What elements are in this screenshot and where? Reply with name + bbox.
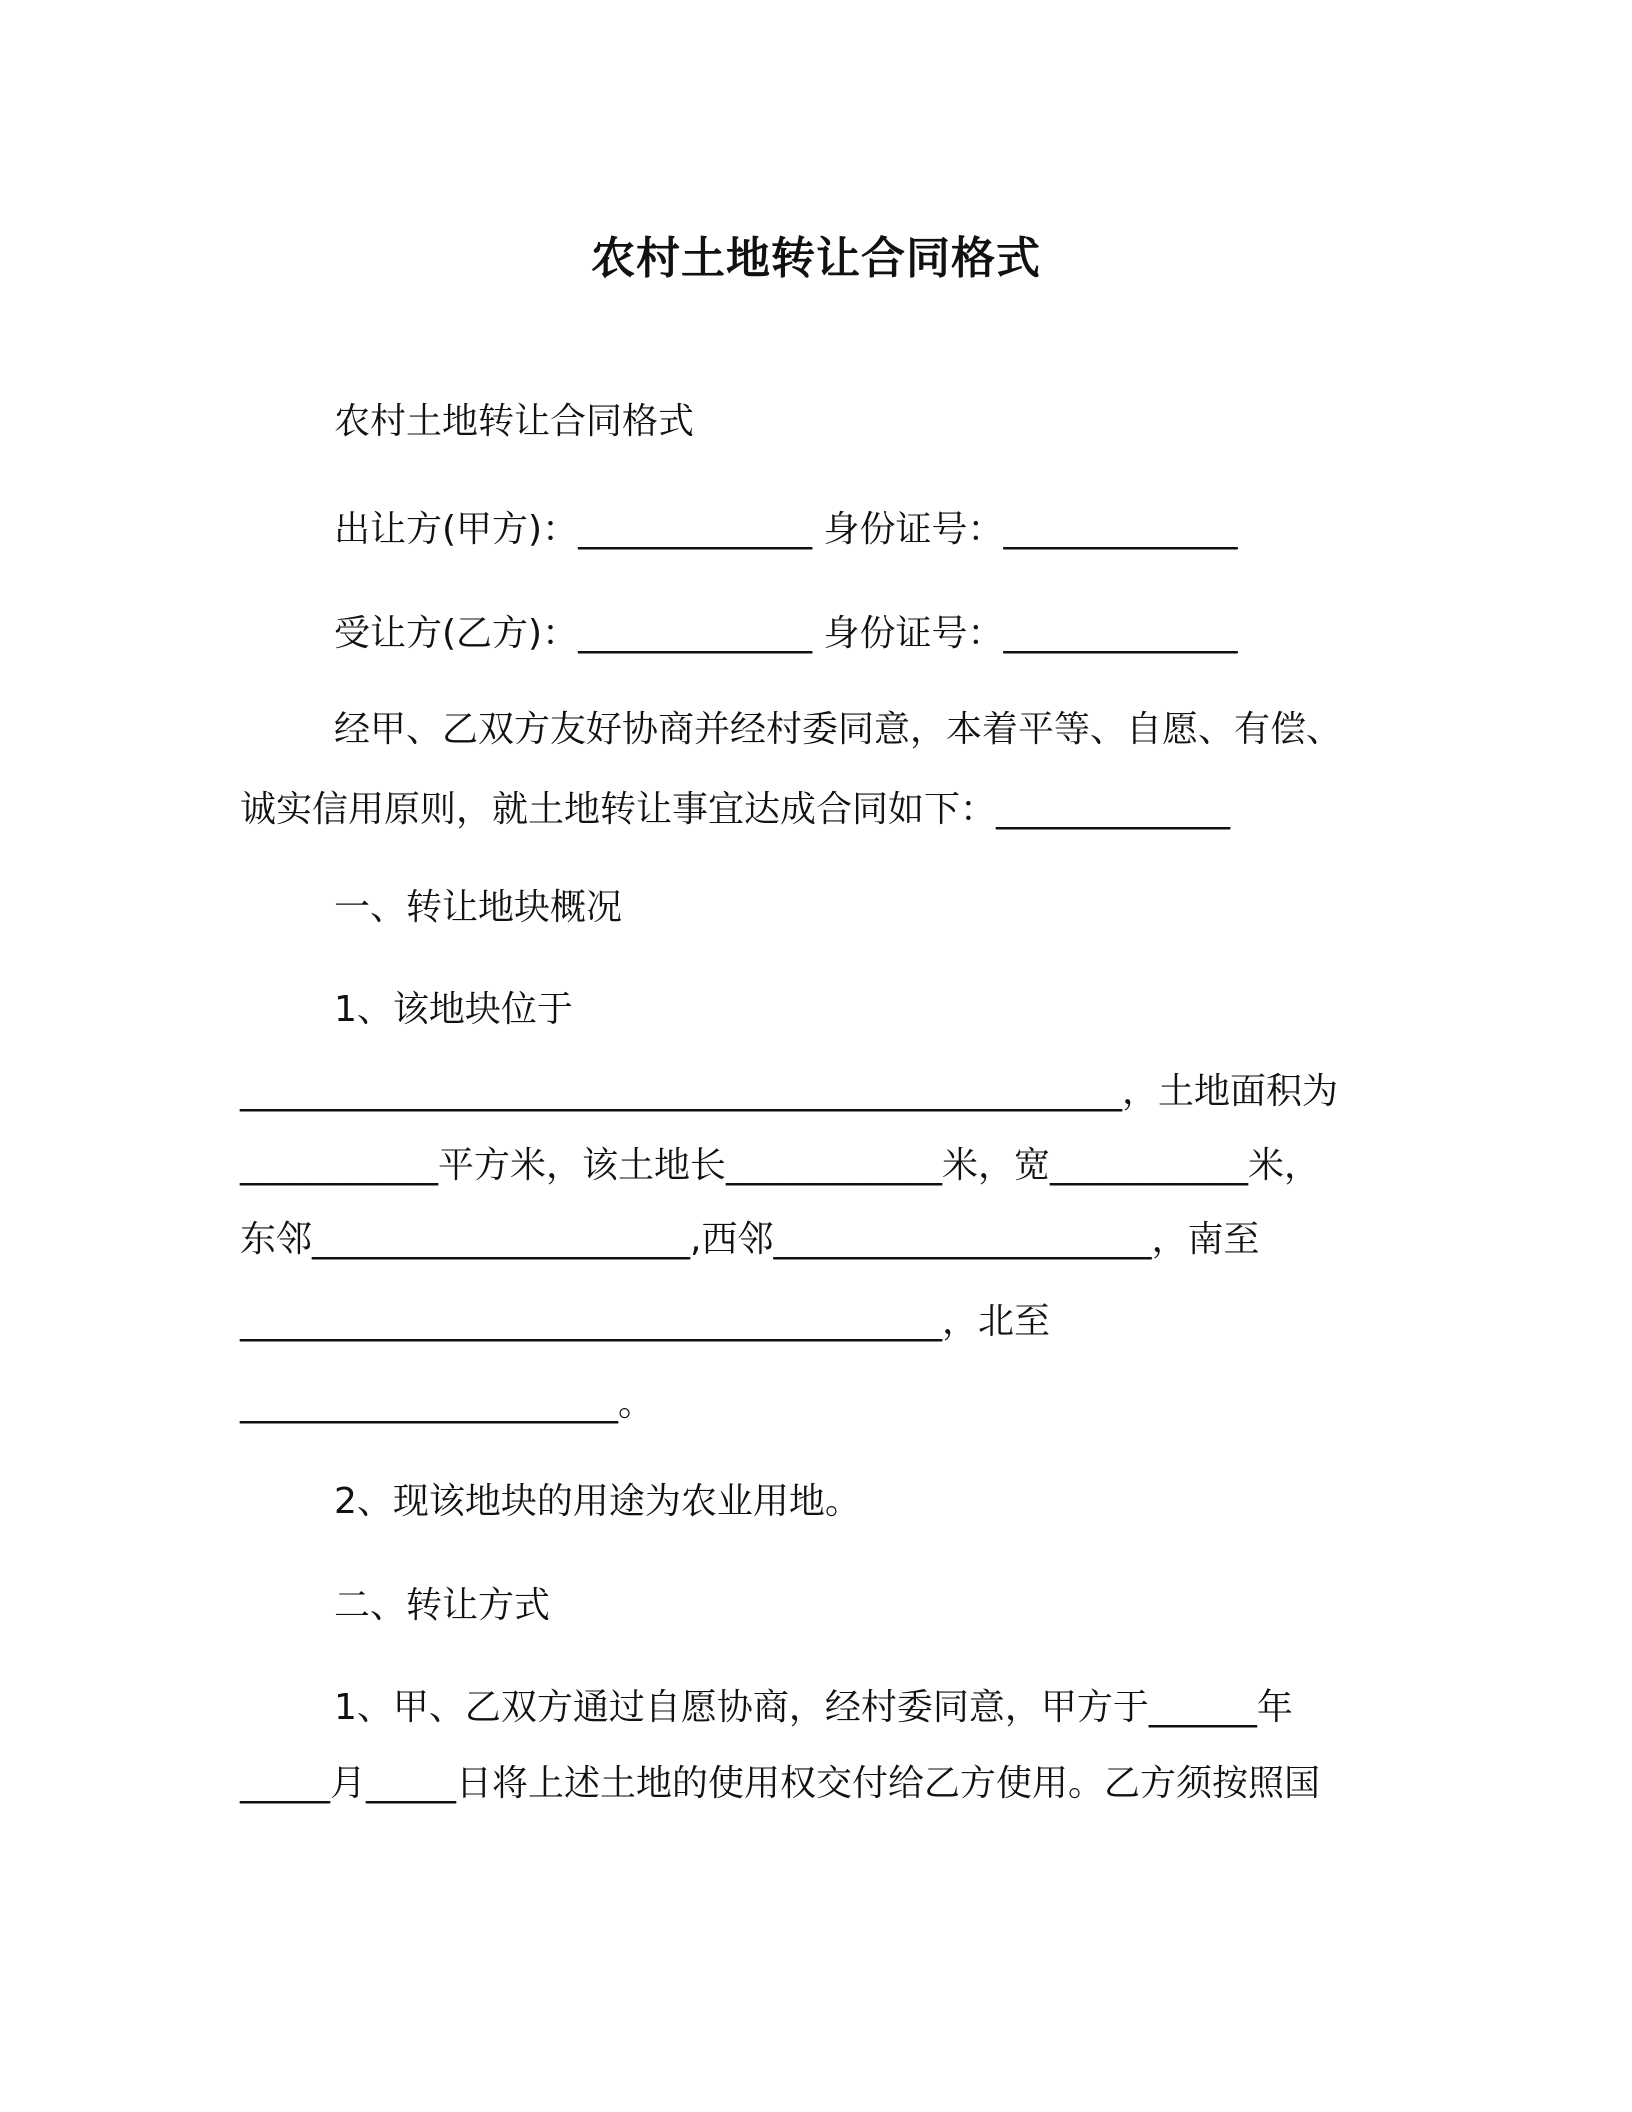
clause-1-1-dimensions: ___________平方米，该土地长____________米，宽___________米， [240, 1145, 1321, 1186]
document-title: 农村土地转让合同格式 [591, 233, 1041, 284]
clause-2-1-line-2: _____月_____日将上述土地的使用权交付给乙方使用。乙方须按照国 [240, 1763, 1321, 1804]
clause-2-1-line-1: 1、甲、乙双方通过自愿协商，经村委同意，甲方于______年 [334, 1687, 1293, 1728]
clause-1-1-south-north: _______________________________________，北至 [240, 1301, 1051, 1342]
clause-1-2: 2、现该地块的用途为农业用地。 [334, 1481, 861, 1522]
preamble-line-2: 诚实信用原则，就土地转让事宜达成合同如下：_____________ [240, 789, 1231, 830]
clause-1-1-intro: 1、该地块位于 [334, 989, 573, 1030]
clause-1-1-east-west: 东邻_____________________,西邻_____________________，南至 [240, 1219, 1260, 1260]
section-heading-1: 一、转让地块概况 [334, 887, 623, 928]
transferor-line: 出让方(甲方)：_____________ 身份证号：_____________ [334, 509, 1238, 550]
subtitle-line: 农村土地转让合同格式 [334, 401, 695, 442]
preamble-line-1: 经甲、乙双方友好协商并经村委同意，本着平等、自愿、有偿、 [334, 709, 1343, 750]
section-heading-2: 二、转让方式 [334, 1585, 551, 1626]
clause-1-1-location: _________________________________________________，土地面积为 [240, 1071, 1339, 1112]
clause-1-1-end: _____________________。 [240, 1383, 654, 1424]
transferee-line: 受让方(乙方)：_____________ 身份证号：_____________ [334, 613, 1238, 654]
